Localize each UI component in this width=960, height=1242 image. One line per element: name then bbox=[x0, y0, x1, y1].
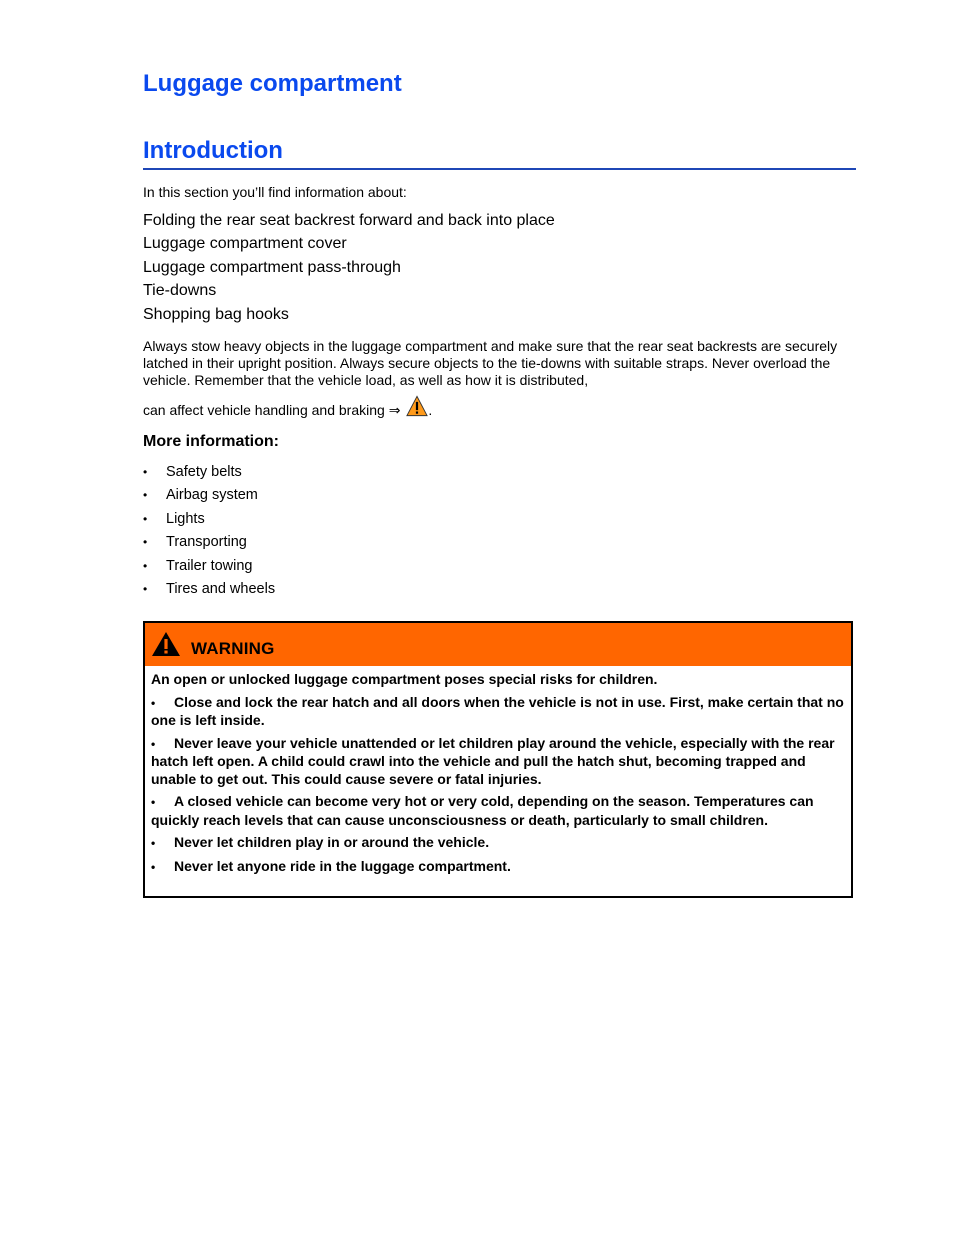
more-info-link-trailer-towing[interactable] bbox=[143, 555, 275, 578]
warning-item bbox=[151, 694, 845, 730]
bullet-icon: • bbox=[143, 488, 148, 503]
topic-link-pass-through[interactable]: Luggage compartment pass-through bbox=[143, 258, 401, 276]
body-paragraph-main: Always stow heavy objects in the luggage compartment and make sure that the rear seat backrests are securely latched in their upright position. Always secure objects to the tie-downs with suitable straps. Never overload the vehicle. Remember that the vehicle load, as well as how it is distributed, bbox=[143, 338, 838, 388]
more-info-label: Airbag system bbox=[166, 487, 258, 504]
section-title: Introduction bbox=[143, 137, 283, 164]
more-information-heading: More information: bbox=[143, 433, 279, 450]
warning-item bbox=[151, 858, 845, 877]
intro-text: In this section you’ll find information about: bbox=[143, 184, 407, 200]
bullet-icon: • bbox=[151, 795, 156, 809]
warning-box bbox=[143, 621, 853, 898]
more-info-link-airbag-system[interactable] bbox=[143, 484, 275, 507]
bullet-icon: • bbox=[143, 558, 148, 573]
warning-triangle-icon[interactable] bbox=[406, 395, 428, 417]
warning-body bbox=[145, 667, 851, 876]
body-paragraph bbox=[143, 338, 843, 419]
bullet-icon: • bbox=[151, 736, 156, 751]
warning-intro: An open or unlocked luggage compartment poses special risks for children. bbox=[151, 671, 658, 687]
warning-item-text: A closed vehicle can become very hot or very cold, depending on the season. Temperatures can quickly reach levels that can cause unconsciousness or death, particularly to small children. bbox=[151, 793, 814, 828]
more-info-label: Trailer towing bbox=[166, 557, 253, 574]
body-paragraph-last-text: can affect vehicle handling and braking ⇒ bbox=[143, 402, 401, 418]
bullet-icon: • bbox=[151, 836, 156, 850]
warning-item-text: Never let children play in or around the vehicle. bbox=[174, 834, 490, 850]
warning-item-text: Close and lock the rear hatch and all doors when the vehicle is not in use. First, make certain that no one is left inside. bbox=[151, 693, 844, 728]
more-info-label: Transporting bbox=[166, 534, 247, 551]
warning-item bbox=[151, 834, 845, 853]
topic-link-tie-downs[interactable]: Tie-downs bbox=[143, 282, 217, 300]
more-info-label: Tires and wheels bbox=[166, 581, 276, 598]
warning-item bbox=[151, 735, 845, 789]
more-info-link-safety-belts[interactable] bbox=[143, 461, 275, 484]
warning-item-text: Never leave your vehicle unattended or let children play around the vehicle, especially with the rear hatch left open. A child could crawl into the vehicle and pull the hatch shut, becoming trapped and unable to get out. This could cause severe or fatal injuries. bbox=[151, 734, 835, 787]
more-information-list bbox=[143, 461, 275, 601]
body-paragraph-last-line bbox=[143, 395, 432, 419]
bullet-icon: • bbox=[143, 582, 148, 597]
warning-item-text: Never let anyone ride in the luggage compartment. bbox=[174, 857, 511, 874]
warning-item bbox=[151, 793, 845, 829]
bullet-icon: • bbox=[143, 535, 148, 550]
more-info-link-tires-and-wheels[interactable] bbox=[143, 578, 275, 601]
more-info-label: Safety belts bbox=[166, 464, 242, 480]
chapter-title: Luggage compartment bbox=[143, 70, 402, 97]
bullet-icon: • bbox=[143, 465, 148, 479]
warning-header bbox=[145, 623, 851, 667]
more-info-link-transporting[interactable] bbox=[143, 531, 275, 554]
warning-label: WARNING bbox=[191, 639, 275, 658]
body-paragraph-end-punct: . bbox=[428, 402, 433, 418]
bullet-icon: • bbox=[151, 695, 156, 710]
topic-link-shopping-bag-hooks[interactable]: Shopping bag hooks bbox=[143, 305, 289, 323]
topic-list bbox=[143, 209, 555, 326]
more-info-link-lights[interactable] bbox=[143, 508, 275, 531]
section-divider bbox=[143, 168, 856, 170]
warning-triangle-icon bbox=[151, 631, 181, 657]
more-info-label: Lights bbox=[166, 510, 205, 527]
topic-link-luggage-cover[interactable]: Luggage compartment cover bbox=[143, 235, 347, 253]
bullet-icon: • bbox=[143, 511, 148, 526]
bullet-icon: • bbox=[151, 859, 156, 874]
topic-link-folding-backrest[interactable]: Folding the rear seat backrest forward and back into place bbox=[143, 212, 555, 229]
